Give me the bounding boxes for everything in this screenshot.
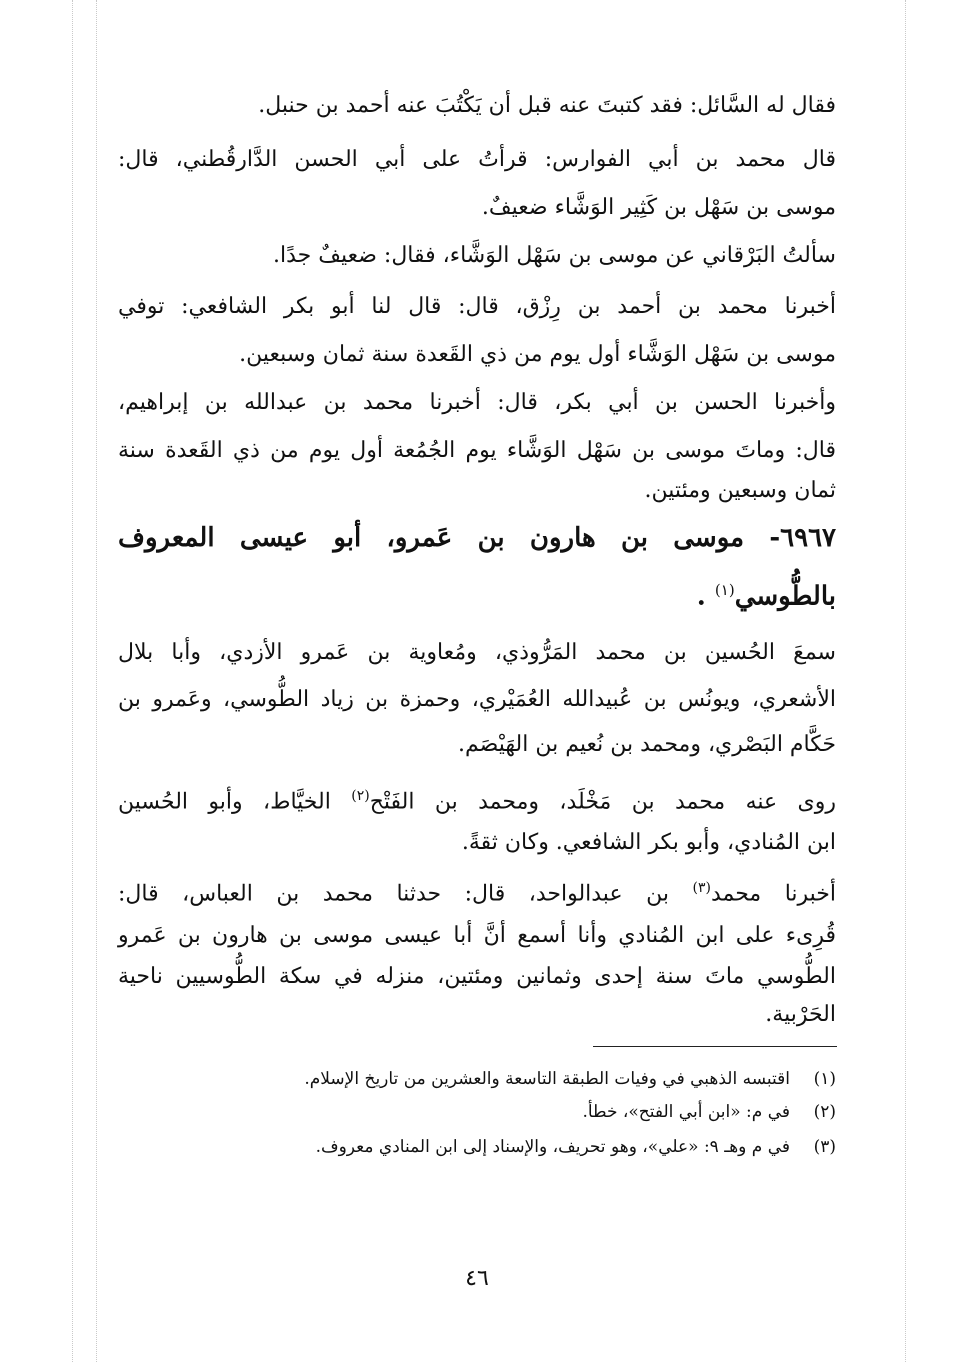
scan-margin-right (905, 0, 906, 1362)
footnote-text: في م وهـ ٩: «علي»، وهو تحريف، والإسناد إلى ابن المنادي معروف. (315, 1137, 790, 1157)
footnote (200, 1098, 836, 1126)
footnote (200, 1133, 836, 1161)
text-span: أخبرنا محمد (710, 881, 837, 907)
text-line: حَكَّام البَصْري، ومحمد بن نُعيم بن الهَيْصَم. (458, 732, 836, 757)
footnote-marker: (٣) (692, 880, 711, 896)
entry-heading-end: . (696, 581, 706, 612)
text-line (118, 776, 836, 822)
entry-heading: ٦٩٦٧- موسى بن هارون بن عَمرو، أبو عيسى المعروف (118, 523, 836, 553)
scan-margin-left (72, 0, 73, 1362)
text-line: وأخبرنا الحسن بن أبي بكر، قال: أخبرنا محمد بن عبدالله بن إبراهيم، (118, 390, 836, 415)
text-line: الطُّوسي ماتَ سنة إحدى وثمانين ومئتين، منزله في سكة الطُّوسيين ناحية (118, 964, 836, 989)
text-line: قال: وماتَ موسى بن سَهْل الوَشَّاء يوم الجُمُعة أول يوم من ذي القَعدة سنة (118, 438, 836, 463)
text-line: قُرِىء على ابن المُنادي وأنا أسمع أنَّ أبا عيسى موسى بن هارون بن عَمرو (118, 923, 836, 948)
page-number: ٤٦ (465, 1266, 489, 1291)
footnote-number: (٣) (813, 1137, 836, 1157)
text-line: سمعَ الحُسين بن محمد المَرُّوذي، ومُعاوية بن عَمرو الأزدي، وأبا بلال (118, 640, 836, 665)
footnote-divider (593, 1046, 837, 1047)
text-span: الخيَّاط، وأبو الحُسين (118, 789, 331, 815)
text-line: أخبرنا محمد بن أحمد بن رِزْق، قال: قال لنا أبو بكر الشافعي: توفي (118, 294, 836, 319)
scan-margin-left-inner (96, 0, 97, 1362)
text-line: موسى بن سَهْل الوَشَّاء أول يوم من ذي القَعدة سنة ثمان وسبعين. (239, 342, 836, 367)
text-line: فقال له السَّائل: فقد كتبتَ عنه قبل أن يَكْتُبَ عنه أحمد بن حنبل. (258, 93, 836, 118)
footnote (200, 1065, 836, 1093)
text-span: بن عبدالواحد، قال: حدثنا محمد بن العباس، قال: (118, 881, 669, 907)
footnote-number: (٢) (813, 1102, 836, 1122)
text-line (118, 868, 836, 914)
text-line: ثمان وسبعين ومئتين. (644, 478, 836, 503)
text-line: موسى بن سَهْل بن كَثِير الوَشَّاء ضعيفٌ. (481, 195, 836, 220)
entry-heading-cont (118, 568, 836, 619)
text-line: قال محمد بن أبي الفوارس: قرأتُ على أبي الحسن الدَّارقُطني، قال: (118, 147, 836, 172)
footnote-number: (١) (813, 1069, 836, 1089)
footnote-text: في م: «ابن أبي الفتح»، خطأ. (582, 1102, 790, 1122)
footnote-marker: (١) (714, 581, 735, 599)
text-line: سألتُ البَرْقاني عن موسى بن سَهْل الوَشَّاء، فقال: ضعيفٌ جدًا. (272, 243, 836, 268)
footnote-marker: (٢) (351, 788, 370, 804)
footnote-text: اقتبسه الذهبي في وفيات الطبقة التاسعة والعشرين من تاريخ الإسلام. (304, 1069, 790, 1089)
text-line: الحَرْبية. (765, 1002, 836, 1027)
text-span: روى عنه محمد بن مَخْلَد، ومحمد بن الفَتْح (369, 789, 836, 815)
text-line: ابن المُنادي، وأبو بكر الشافعي. وكان ثقةً. (461, 830, 836, 855)
entry-heading-name: بالطُّوسي (734, 581, 836, 612)
text-line: الأشعري، ويونُس بن عُبيدالله العُمَيْري، وحمزة بن زياد الطُّوسي، وعَمرو بن (118, 687, 836, 712)
